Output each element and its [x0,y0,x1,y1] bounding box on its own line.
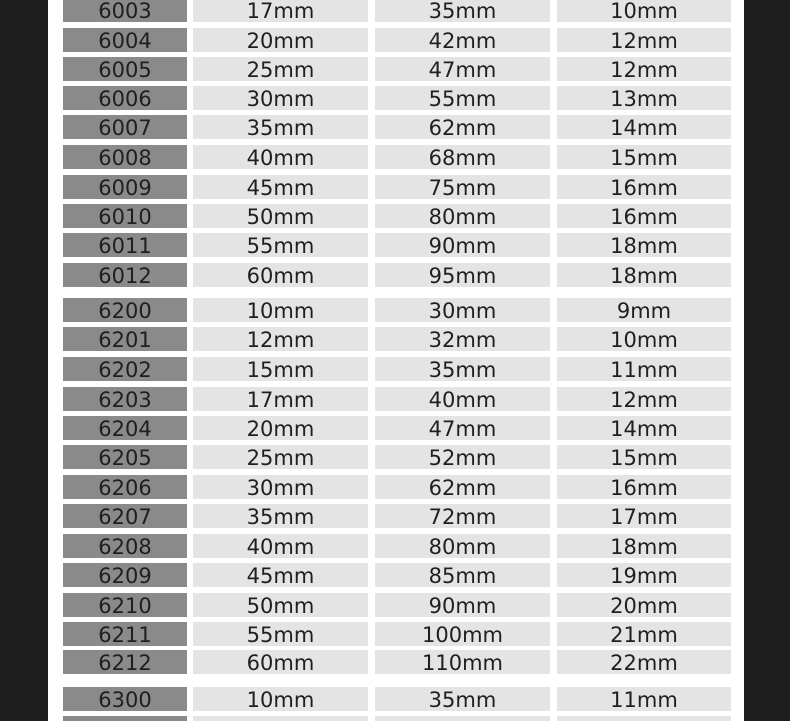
outer-diameter-cell [375,716,550,721]
outer-diameter-cell: 47mm [375,57,550,81]
table-row [48,204,744,228]
table-row [48,687,744,711]
outer-diameter-cell: 35mm [375,357,550,381]
model-cell: 6003 [63,0,187,22]
width-cell: 18mm [557,263,731,287]
outer-diameter-cell: 30mm [375,298,550,322]
width-cell: 15mm [557,145,731,169]
table-row [48,650,744,674]
width-cell: 17mm [557,504,731,528]
width-cell: 13mm [557,86,731,110]
outer-diameter-cell: 95mm [375,263,550,287]
width-cell: 16mm [557,475,731,499]
table-row [48,86,744,110]
inner-diameter-cell: 15mm [193,357,368,381]
inner-diameter-cell: 55mm [193,233,368,257]
width-cell [557,716,731,721]
inner-diameter-cell: 10mm [193,298,368,322]
outer-diameter-cell: 110mm [375,650,550,674]
model-cell: 6012 [63,263,187,287]
width-cell: 21mm [557,622,731,646]
table-row-cut-off [48,716,744,721]
outer-diameter-cell: 100mm [375,622,550,646]
inner-diameter-cell [193,716,368,721]
table-row [48,475,744,499]
inner-diameter-cell: 35mm [193,504,368,528]
model-cell: 6006 [63,86,187,110]
outer-diameter-cell: 75mm [375,175,550,199]
table-row [48,28,744,52]
inner-diameter-cell: 40mm [193,534,368,558]
inner-diameter-cell: 40mm [193,145,368,169]
table-row [48,327,744,351]
table-row [48,416,744,440]
outer-diameter-cell: 85mm [375,563,550,587]
model-cell: 6203 [63,387,187,411]
width-cell: 12mm [557,57,731,81]
inner-diameter-cell: 30mm [193,475,368,499]
outer-diameter-cell: 62mm [375,115,550,139]
model-cell: 6207 [63,504,187,528]
width-cell: 11mm [557,357,731,381]
table-row [48,445,744,469]
inner-diameter-cell: 55mm [193,622,368,646]
outer-diameter-cell: 90mm [375,233,550,257]
width-cell: 16mm [557,204,731,228]
outer-diameter-cell: 80mm [375,534,550,558]
table-row [48,563,744,587]
width-cell: 11mm [557,687,731,711]
model-cell: 6208 [63,534,187,558]
table-row [48,233,744,257]
width-cell: 14mm [557,416,731,440]
table-row [48,534,744,558]
model-cell: 6200 [63,298,187,322]
model-cell: 6010 [63,204,187,228]
outer-diameter-cell: 35mm [375,0,550,22]
model-cell: 6212 [63,650,187,674]
width-cell: 16mm [557,175,731,199]
table-row [48,357,744,381]
inner-diameter-cell: 17mm [193,387,368,411]
model-cell: 6210 [63,593,187,617]
outer-diameter-cell: 68mm [375,145,550,169]
width-cell: 22mm [557,650,731,674]
width-cell: 9mm [557,298,731,322]
outer-diameter-cell: 42mm [375,28,550,52]
inner-diameter-cell: 30mm [193,86,368,110]
inner-diameter-cell: 10mm [193,687,368,711]
inner-diameter-cell: 25mm [193,57,368,81]
inner-diameter-cell: 60mm [193,263,368,287]
outer-diameter-cell: 62mm [375,475,550,499]
outer-diameter-cell: 32mm [375,327,550,351]
outer-diameter-cell: 52mm [375,445,550,469]
model-cell: 6209 [63,563,187,587]
outer-diameter-cell: 90mm [375,593,550,617]
width-cell: 18mm [557,233,731,257]
table-row [48,298,744,322]
inner-diameter-cell: 20mm [193,416,368,440]
inner-diameter-cell: 45mm [193,563,368,587]
outer-diameter-cell: 35mm [375,687,550,711]
model-cell [63,716,187,721]
table-row [48,622,744,646]
width-cell: 19mm [557,563,731,587]
inner-diameter-cell: 12mm [193,327,368,351]
width-cell: 12mm [557,28,731,52]
model-cell: 6009 [63,175,187,199]
table-row [48,593,744,617]
model-cell: 6007 [63,115,187,139]
model-cell: 6005 [63,57,187,81]
table-row [48,115,744,139]
table-row [48,504,744,528]
table-row [48,387,744,411]
outer-diameter-cell: 55mm [375,86,550,110]
inner-diameter-cell: 60mm [193,650,368,674]
inner-diameter-cell: 20mm [193,28,368,52]
model-cell: 6300 [63,687,187,711]
table-row [48,175,744,199]
model-cell: 6211 [63,622,187,646]
inner-diameter-cell: 35mm [193,115,368,139]
inner-diameter-cell: 50mm [193,204,368,228]
width-cell: 14mm [557,115,731,139]
model-cell: 6205 [63,445,187,469]
width-cell: 12mm [557,387,731,411]
inner-diameter-cell: 50mm [193,593,368,617]
model-cell: 6004 [63,28,187,52]
model-cell: 6201 [63,327,187,351]
width-cell: 20mm [557,593,731,617]
table-row [48,0,744,22]
outer-diameter-cell: 80mm [375,204,550,228]
outer-diameter-cell: 40mm [375,387,550,411]
inner-diameter-cell: 17mm [193,0,368,22]
table-row [48,57,744,81]
model-cell: 6206 [63,475,187,499]
model-cell: 6008 [63,145,187,169]
outer-diameter-cell: 72mm [375,504,550,528]
width-cell: 15mm [557,445,731,469]
inner-diameter-cell: 25mm [193,445,368,469]
table-row [48,145,744,169]
outer-diameter-cell: 47mm [375,416,550,440]
model-cell: 6204 [63,416,187,440]
bearing-size-table [48,0,744,721]
inner-diameter-cell: 45mm [193,175,368,199]
width-cell: 10mm [557,327,731,351]
width-cell: 10mm [557,0,731,22]
table-row [48,263,744,287]
model-cell: 6202 [63,357,187,381]
width-cell: 18mm [557,534,731,558]
model-cell: 6011 [63,233,187,257]
